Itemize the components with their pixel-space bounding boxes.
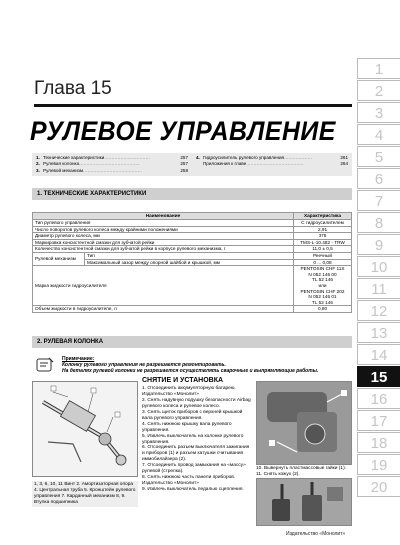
chapter-tab[interactable]: 7: [357, 190, 400, 211]
note-title: Примечание:: [62, 356, 95, 362]
toc-number: [196, 161, 203, 167]
procedure-step: 4. Снять нижнюю крышку вала рулевого управления.: [142, 421, 232, 433]
column-header-name: Наименование: [33, 213, 294, 220]
steering-column-drawing: [32, 381, 138, 477]
header-rule: [34, 104, 352, 107]
steering-column-illustration: [33, 382, 138, 477]
toc-page: 257: [180, 161, 188, 167]
procedure-step: 11. Снять кожух (2).: [256, 471, 300, 477]
side-steps: [256, 466, 352, 478]
table-header-row: [33, 213, 352, 220]
toc-number: 4.: [196, 155, 200, 160]
toc-leader: .......................................: [246, 161, 304, 167]
toc-leader: ........................................: [83, 167, 143, 173]
toc-title: Приложения к главе: [203, 161, 247, 167]
fluid-line: N 052 146 00: [308, 271, 337, 277]
chapter-tab[interactable]: 1: [357, 58, 400, 79]
table-row: [33, 220, 352, 227]
procedure-step: 8. Снять нижнюю часть панели приборов. Издательство «Монолит»: [142, 475, 236, 487]
chapter-label: Глава 15: [34, 78, 112, 99]
toc-title: Рулевая колонка: [43, 161, 80, 167]
fluid-line: или: [318, 282, 327, 288]
procedure-step: 9. Извлечь выключатель педалью сцепления.: [142, 487, 244, 493]
chapter-tab[interactable]: 11: [357, 278, 400, 299]
chapter-tab[interactable]: 9: [357, 234, 400, 255]
toc-title: Рулевой механизм: [43, 167, 84, 173]
table-row: [33, 306, 352, 313]
toc-entry[interactable]: [196, 161, 348, 167]
note-block: [62, 356, 352, 374]
chapter-tabs: [357, 58, 400, 498]
removal-procedure: [142, 378, 252, 493]
table-row: [33, 233, 352, 240]
note-text: Колонку рулевого управления не разрешается ремонтировать.: [62, 362, 226, 368]
chapter-tab[interactable]: 10: [357, 256, 400, 277]
spec-name: Число поворотов рулевого колеса между крайними положениями: [33, 226, 294, 233]
spec-name: Маркировка консистентной смазки для зубчатой рейки: [33, 239, 294, 246]
procedure-step: 1. Отсоединить аккумуляторную батарею. Издательство «Монолит»: [142, 385, 236, 397]
toc-leader: .........................................: [79, 161, 140, 167]
spec-table: [32, 212, 352, 313]
toc-page: 257: [180, 155, 188, 160]
chapter-tab[interactable]: 19: [357, 454, 400, 475]
chapter-contents: [32, 153, 352, 176]
chapter-tab[interactable]: 14: [357, 344, 400, 365]
spec-value: 2,91: [294, 226, 352, 233]
figure-caption: 1, 3, 6, 10, 11 Винт 2. Амортизаторная опора 4. Центральная труба 5. Кронштейн рулевого управления 7. Карданный механизм 8, 9. Втулка подшипника: [32, 481, 138, 507]
pedals-photo-illustration: [257, 479, 352, 526]
spec-group-label: Рулевой механизм: [33, 252, 85, 265]
chapter-title: РУЛЕВОЕ УПРАВЛЕНИЕ: [30, 116, 336, 146]
section-header-steering-column: 2. РУЛЕВАЯ КОЛОНКА: [32, 336, 352, 348]
spec-value: 375: [294, 233, 352, 240]
chapter-tab-active[interactable]: 15: [357, 366, 400, 387]
procedure-step: 7. Отсоединить провод замыкания на «массу» рулевой (стрелка).: [142, 463, 246, 475]
chapter-tab[interactable]: 5: [357, 146, 400, 167]
chapter-tab[interactable]: 13: [357, 322, 400, 343]
spec-name: Диаметр рулевого колеса, мм: [33, 233, 294, 240]
section-header-specs: 1. ТЕХНИЧЕСКИЕ ХАРАКТЕРИСТИКИ: [32, 188, 352, 200]
procedure-step: 10. Вывернуть пластмассовые гайки (1).: [256, 466, 346, 471]
fluid-line: TL 52 146: [312, 299, 333, 305]
fluid-line: TL 52 146: [312, 277, 333, 283]
table-row: [33, 252, 352, 259]
spec-name: Максимальный зазор между опорной шайбой и крышкой, мм: [85, 259, 294, 266]
spec-value: [294, 266, 352, 306]
procedure-title: СНЯТИЕ И УСТАНОВКА: [142, 377, 224, 384]
spec-value: С гидроусилителем: [294, 220, 352, 227]
toc-number: 1.: [36, 155, 40, 160]
note-text: На деталях рулевой колонки не разрешается осуществлять сварочные и выпрямляющие работы.: [62, 368, 319, 374]
publisher-footer: Издательство «Монолит»: [286, 531, 346, 537]
toc-page: 258: [180, 167, 188, 173]
pedals-photo: [256, 478, 352, 526]
chapter-tab[interactable]: 3: [357, 102, 400, 123]
chapter-tab[interactable]: 12: [357, 300, 400, 321]
spec-name: Тип: [85, 252, 294, 259]
chapter-tab[interactable]: 17: [357, 410, 400, 431]
table-row: [33, 266, 352, 306]
chapter-tab[interactable]: 20: [357, 476, 400, 497]
toc-title: Гидроусилитель рулевого управления: [203, 155, 285, 160]
spec-name: Марка жидкости гидроусилителя: [33, 266, 294, 306]
spec-name: Объем жидкости в гидроусилителе, л: [33, 306, 294, 313]
column-photo-illustration: [257, 382, 352, 465]
procedure-step: 3. Снять щиток приборов с верхней крышкой вала рулевого управления.: [142, 409, 243, 421]
table-row: [33, 246, 352, 253]
spec-value: 11,0 ± 0,5: [294, 246, 352, 253]
chapter-tab[interactable]: 18: [357, 432, 400, 453]
column-photo: [256, 381, 352, 465]
chapter-tab[interactable]: 4: [357, 124, 400, 145]
spec-value: TMS-L-10.482 - TRW: [294, 239, 352, 246]
fluid-line: N 052 146 01: [308, 294, 337, 300]
chapter-tab[interactable]: 16: [357, 388, 400, 409]
chapter-tab[interactable]: 8: [357, 212, 400, 233]
spec-name: Количество консистентной смазки для зубчатой рейки в корпусе рулевого механизма, г: [33, 246, 294, 253]
procedure-step: 5. Извлечь выключатель на колонке рулевого управления.: [142, 433, 244, 445]
toc-number: 3.: [36, 167, 40, 173]
toc-leader: ...............................: [104, 155, 151, 160]
warning-icon: [36, 357, 54, 373]
spec-value: Реечный: [294, 252, 352, 259]
toc-leader: ...................: [284, 155, 313, 160]
table-row: [33, 239, 352, 246]
fluid-line: PENTOSIN CHF 202: [300, 288, 345, 294]
contents-right-column: [196, 155, 348, 168]
toc-page: 261: [340, 155, 348, 160]
toc-page: 264: [340, 161, 348, 167]
toc-entry[interactable]: [36, 168, 188, 174]
chapter-tab[interactable]: 2: [357, 80, 400, 101]
spec-value: 0,80: [294, 306, 352, 313]
toc-number: 2.: [36, 161, 40, 167]
contents-left-column: [36, 155, 188, 174]
chapter-tab[interactable]: 6: [357, 168, 400, 189]
fluid-line: PENTOSIN CHF 11S: [300, 266, 345, 272]
column-header-value: Характеристика: [294, 213, 352, 220]
spec-name: Тип рулевого управления: [33, 220, 294, 227]
procedure-step: 2. Снять надувную подушку безопасности Airbag рулевого колеса и рулевое колесо.: [142, 397, 251, 409]
spec-value: 0 ... 0,08: [294, 259, 352, 266]
procedure-step: 6. Отсоединить разъем выключателя зажигания и приборов (1) и разъем катушки считывания иммобилайзера (2).: [142, 445, 250, 463]
toc-title: Технические характеристики: [43, 155, 105, 160]
table-row: [33, 226, 352, 233]
